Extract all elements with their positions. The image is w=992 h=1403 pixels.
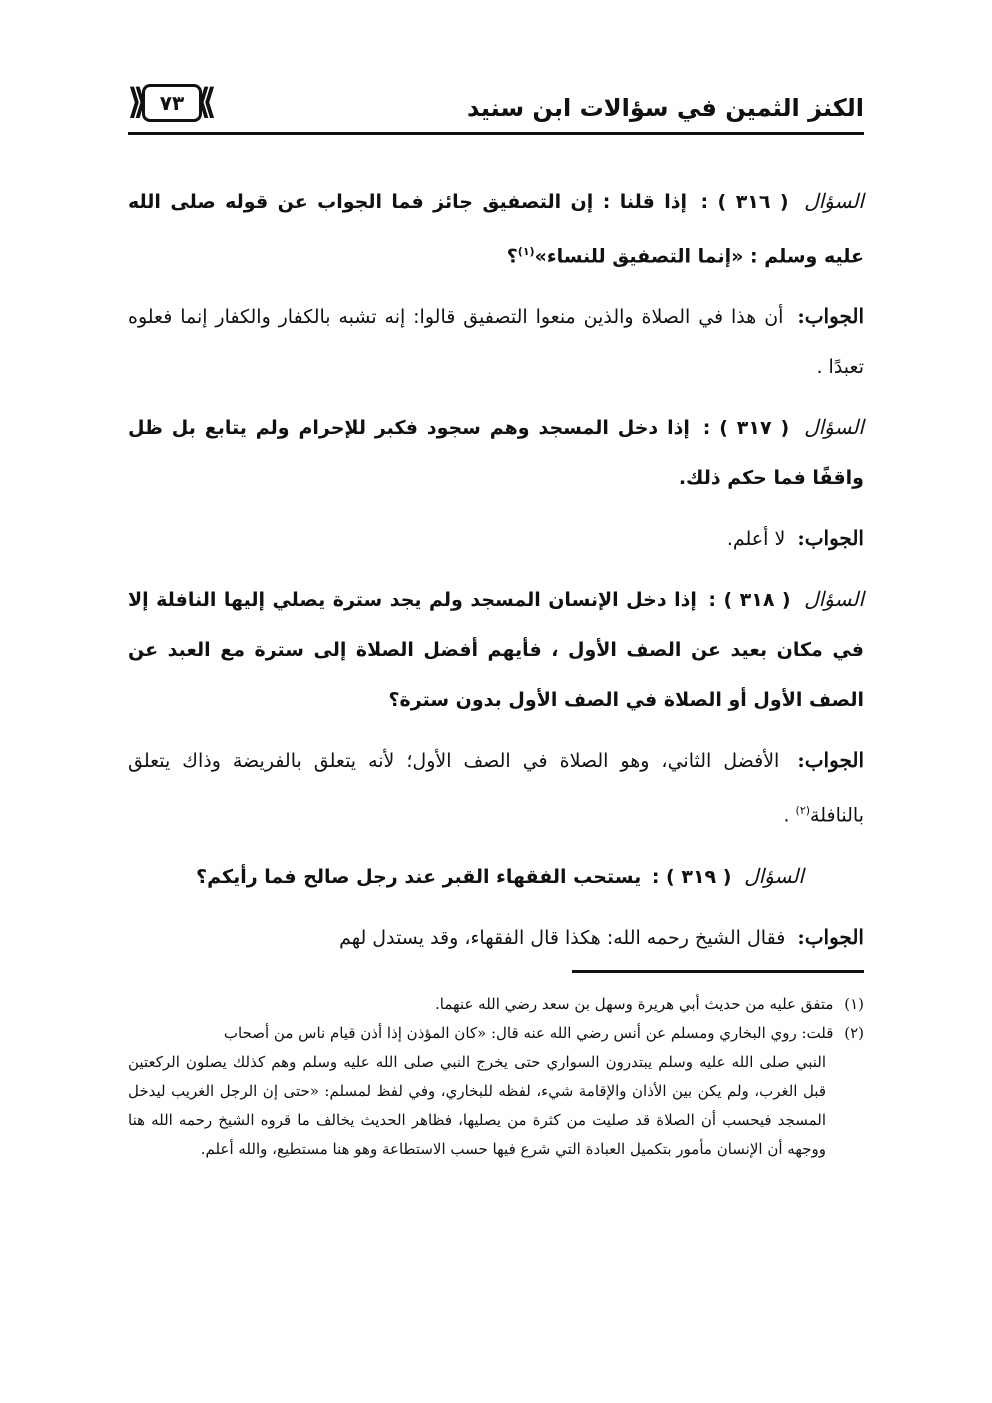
question-text: يستحب الفقهاء القبر عند رجل صالح فما رأيكم؟ (196, 865, 642, 888)
answer-label: الجواب: (797, 748, 865, 773)
question-label: السؤال (804, 415, 864, 440)
footnote-number: (٢) (844, 1024, 864, 1042)
footnote-ref: (٢) (795, 804, 811, 818)
answer-text: الأفضل الثاني، وهو الصلاة في الصف الأول؛ لأنه يتعلق بالفريضة وذاك يتعلق بالنافلة (128, 750, 864, 827)
footnotes (128, 990, 864, 1164)
answer-317 (128, 513, 864, 564)
question-label: السؤال (804, 587, 865, 612)
question-text: إذا دخل الإنسان المسجد ولم يجد سترة يصلي إليها النافلة إلا في مكان بعيد عن الصف الأول ، فأيهم أفضل الصلاة إلى سترة مع العبد عن الصف الأول أو الصلاة في الصف الأول بدون سترة؟ (128, 589, 864, 712)
question-316 (128, 176, 864, 281)
question-end: ؟ (506, 245, 518, 268)
answer-316 (128, 291, 864, 392)
footnote-number: (١) (844, 995, 864, 1013)
question-text: إذا قلنا : إن التصفيق جائز فما الجواب عن قوله صلى الله عليه وسلم : «إنما التصفيق للنساء» (128, 191, 864, 268)
right-bracket-ornament: ⟫ (197, 82, 216, 122)
answer-text: أن هذا في الصلاة والذين منعوا التصفيق قالوا: إنه تشبه بالكفار والكفار إنما فعلوه تعبدًا . (128, 306, 864, 379)
footnote-2-continuation: النبي صلى الله عليه وسلم يبتدرون السواري حتى يخرج النبي صلى الله عليه وسلم وهم كذلك يصلون الركعتين قبل الغرب، ولم يكن بين الأذان والإقامة شيء، لفظه للبخاري، وفي لفظ لمسلم: «حتى إن الرجل الغريب ليدخل المسجد فيحسب أن الصلاة قد صليت من كثرة من يصليها، فظاهر الحديث يخالف ما قروه الشيخ رحمه الله هنا ووجهه أن الإنسان مأمور بتكميل العبادة التي شرع فيها حسب الاستطاعة وهو هنا مستطيع، والله أعلم. (128, 1053, 827, 1158)
footnote-separator (572, 970, 864, 973)
answer-end: . (783, 804, 796, 827)
answer-319 (128, 912, 864, 963)
answer-label: الجواب: (797, 304, 865, 329)
question-text: إذا دخل المسجد وهم سجود فكبر للإحرام ولم يتابع بل ظل واقفًا فما حكم ذلك. (128, 417, 864, 490)
footnote-text: متفق عليه من حديث أبي هريرة وسهل بن سعد رضي الله عنهما. (435, 995, 834, 1013)
running-title: الكنز الثمين في سؤالات ابن سنيد (467, 94, 864, 122)
question-number: ( ٣١٨ ) : (708, 589, 791, 612)
footnote-ref: (١) (517, 245, 535, 258)
question-317 (128, 402, 864, 503)
answer-label: الجواب: (797, 924, 864, 949)
footnote-text: قلت: روي البخاري ومسلم عن أنس رضي الله عنه قال: «كان المؤذن إذا أذن قيام ناس من أصحاب (223, 1024, 834, 1042)
footnote-2 (128, 1019, 864, 1048)
footnote-1 (128, 990, 864, 1019)
page-number-badge (128, 80, 216, 126)
answer-318 (128, 735, 864, 840)
main-text (128, 176, 864, 973)
header-rule (128, 132, 864, 135)
left-bracket-ornament: ⟪ (128, 82, 147, 122)
page-number: ٧٣ (159, 91, 185, 115)
question-318 (128, 574, 864, 725)
question-319 (128, 851, 864, 902)
question-label: السؤال (744, 863, 804, 888)
answer-text: لا أعلم. (726, 528, 786, 551)
page-header (128, 78, 864, 136)
question-number: ( ٣١٧ ) : (702, 417, 790, 440)
answer-text: فقال الشيخ رحمه الله: هكذا قال الفقهاء، وقد يستدل لهم (339, 926, 786, 949)
question-number: ( ٣١٦ ) : (700, 191, 789, 213)
question-number: ( ٣١٩ ) : (651, 865, 732, 888)
question-label: السؤال (804, 189, 864, 213)
answer-label: الجواب: (797, 526, 864, 551)
